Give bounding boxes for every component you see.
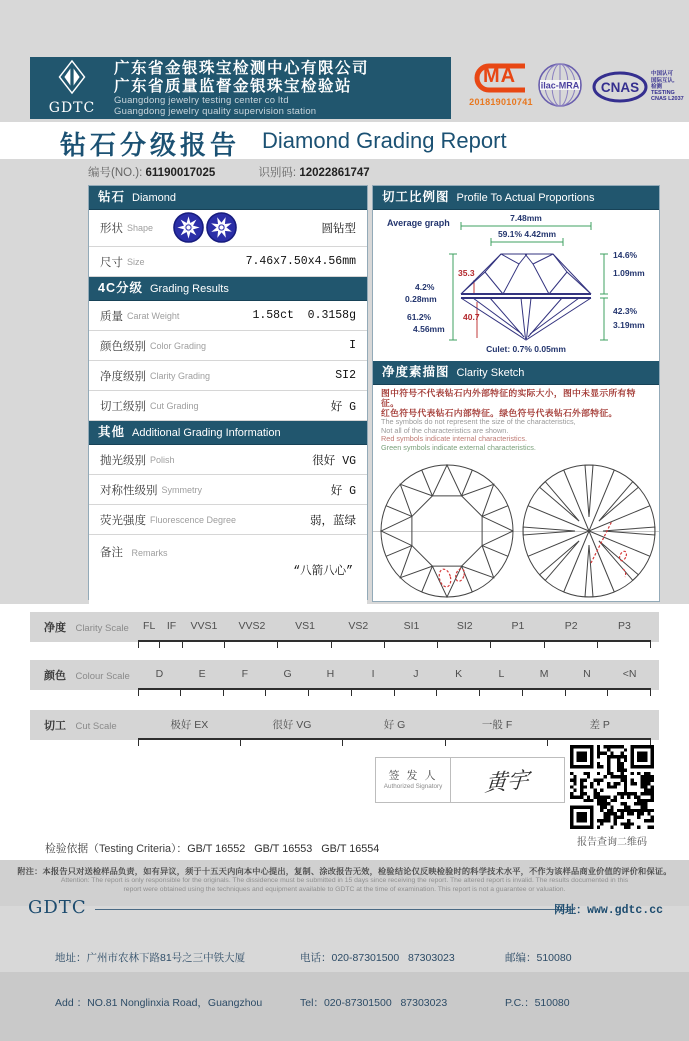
cnas-ellipse-icon <box>592 70 648 104</box>
section-diamond-en: Diamond <box>132 192 177 204</box>
sketch-note-cn-1: 图中符号不代表钻石内外部特征的实际大小，图中未显示所有特征。 <box>381 388 636 409</box>
footer-postcode: 邮编：510080 P.C.：510080 <box>505 952 572 1009</box>
colour-scale-label-cn: 颜色 <box>44 670 66 682</box>
cut-scale-label-cn: 切工 <box>44 720 66 732</box>
row-shape: 形状 Shape 圆钻型 <box>89 210 367 247</box>
culet-label: Culet: 0.7% 0.05mm <box>486 344 566 354</box>
clarity-sketch-diagrams <box>373 457 659 615</box>
hearts-arrows-icon <box>173 212 204 243</box>
fluorescence-value: 弱，蓝绿 <box>310 514 356 528</box>
proportions-diagram <box>373 210 659 358</box>
criteria-values: GB/T 16552 GB/T 16553 GB/T 16554 <box>187 843 380 855</box>
ilac-mra-mark <box>537 62 583 113</box>
right-panel <box>372 185 660 602</box>
pavilion-pct-label: 42.3% <box>613 306 638 316</box>
testing-criteria <box>45 841 379 856</box>
identify-code-label: 识别码: <box>258 167 297 179</box>
identify-code-value: 12022861747 <box>299 167 370 179</box>
signature-box <box>375 757 565 803</box>
table-size-label: 59.1% 4.42mm <box>497 229 557 239</box>
shape-value: 圆钻型 <box>321 223 356 236</box>
clarity-scale-label-en: Clarity Scale <box>75 623 129 634</box>
gdtc-logo-text: GDTC <box>48 100 96 116</box>
svg-text:CNAS: CNAS <box>600 80 640 95</box>
signatory-label-en: Authorized Signatory <box>383 782 443 790</box>
girdle-pct-label: 4.2% <box>415 282 435 292</box>
report-no-value: 61190017025 <box>145 167 216 179</box>
cma-number: 201819010741 <box>469 97 533 107</box>
gdtc-logo <box>30 60 114 116</box>
criteria-label: 检验依据（Testing Criteria）： <box>45 843 188 855</box>
phone-1: 020-87301500 <box>331 952 400 964</box>
average-graph-label: Average graph <box>387 218 450 228</box>
colour-scale-items: D E F G H I J K L M N <N <box>138 660 651 690</box>
company-name-en-1: Guangdong jewelry testing center co ltd <box>114 95 289 106</box>
colour-scale-label-en: Colour Scale <box>75 671 130 682</box>
section-diamond <box>89 186 367 210</box>
row-carat-weight: 质量 Carat Weight 1.58ct 0.3158g <box>89 301 367 331</box>
cma-ma-text: MA <box>483 65 517 87</box>
disclaimer <box>0 860 689 906</box>
footer-divider <box>95 909 575 910</box>
diamond-logo-icon <box>58 60 86 99</box>
postcode: 510080 <box>536 952 572 964</box>
qr-code <box>570 745 654 834</box>
disclaimer-en-2: report were obtained using the techniques and equipment available to GDTC at the time of examination. This report is not a guarantee or valuation. <box>123 885 566 893</box>
header-band <box>30 57 451 119</box>
row-polish: 抛光级别 Polish 很好 VG <box>89 445 367 475</box>
qr-caption: 报告查询二维码 <box>577 837 647 848</box>
sketch-note-en-2: Not all of the characteristics are shown. <box>381 425 509 435</box>
size-value: 7.46x7.50x4.56mm <box>245 255 356 268</box>
section-additional: 其他 Additional Grading Information <box>89 421 367 445</box>
cma-mark <box>468 62 534 107</box>
footer-phone: 电话：020-87301500 87303023 Tel：020-87301500 87303023 <box>300 952 455 1009</box>
svg-text:ilac-MRA: ilac-MRA <box>540 80 580 91</box>
footer-gdtc-logo: GDTC <box>28 897 87 918</box>
signatory-label-cn: 签 发 人 <box>388 769 438 782</box>
sketch-note-en-3: Red symbols indicate internal characteristics. <box>381 434 527 444</box>
company-name-en-2: Guangdong jewelry quality supervision station <box>114 105 317 117</box>
grading-table <box>88 185 368 600</box>
website-label: 网址： <box>554 904 588 916</box>
disclaimer-cn: 附注：本报告只对送检样品负责，如有异议，须于十五天内向本中心提出，复制、涂改报告无效，检验结论仅反映检验时的科学技术水平，不作为该样品商业价值的评价和保证。 <box>17 867 672 876</box>
girdle-mm-label: 0.28mm <box>405 294 437 304</box>
sketch-note-cn-2: 红色符号代表钻石内部特征。绿色符号代表钻石外部特征。 <box>381 408 618 419</box>
title-band <box>0 122 689 159</box>
cnas-side-text: 中国认可 国际互认, 检测 TESTING CNAS L2037 <box>651 71 684 103</box>
crown-view-diagram <box>377 461 517 601</box>
report-no-label: 编号(NO.): <box>88 167 143 179</box>
cut-scale-items: 极好 EX 很好 VG 好 G 一般 F 差 P <box>138 710 651 740</box>
clarity-value: SI2 <box>335 369 356 382</box>
pavilion-mm-label: 3.19mm <box>613 320 645 330</box>
crown-height-mm-label: 1.09mm <box>613 268 645 278</box>
total-width-label: 7.48mm <box>510 213 542 223</box>
hearts-arrows-icons <box>173 212 237 243</box>
remarks-value: “八箭八心” <box>293 565 353 578</box>
report-title-en: Diamond Grading Report <box>262 128 507 153</box>
crown-angle-label: 35.3 <box>458 268 475 278</box>
company-name-cn-2: 广东省质量监督金银珠宝检验站 <box>114 77 353 95</box>
depth-pct-label: 61.2% <box>407 312 432 322</box>
cut-value: 好 G <box>330 400 356 414</box>
section-diamond-cn: 钻石 <box>98 190 126 204</box>
website-url[interactable]: www.gdtc.cc <box>587 904 663 917</box>
row-clarity-grading: 净度级别 Clarity Grading SI2 <box>89 361 367 391</box>
company-name-cn-1: 广东省金银珠宝检测中心有限公司 <box>114 60 370 77</box>
hearts-arrows-icon <box>206 212 237 243</box>
report-title-cn: 钻石分级报告 <box>60 130 241 160</box>
cut-scale <box>30 710 659 740</box>
section-clarity-sketch: 净度素描图 Clarity Sketch <box>373 361 659 385</box>
cnas-mark <box>592 70 684 104</box>
signature-handwriting: 黄宇 <box>484 767 531 797</box>
ilac-globe-icon <box>537 62 583 108</box>
qr-code-image <box>570 745 654 829</box>
report-number-row <box>88 164 370 180</box>
address-en: NO.81 Nonglinxia Road，Guangzhou <box>87 997 263 1009</box>
footer-address: 地址：广州市农林下路81号之三中铁大厦 Add ：NO.81 Nonglinxia Road，Guangzhou <box>55 952 263 1009</box>
depth-mm-label: 4.56mm <box>413 324 445 334</box>
cma-icon <box>473 62 529 94</box>
row-cut-grading: 切工级别 Cut Grading 好 G <box>89 391 367 421</box>
carat-value: 1.58ct 0.3158g <box>252 309 356 322</box>
sketch-note-en-1: The symbols do not represent the size of the characteristics, <box>381 417 576 427</box>
row-size: 尺寸 Size 7.46x7.50x4.56mm <box>89 247 367 277</box>
clarity-scale-label-cn: 净度 <box>44 622 66 634</box>
address-cn: 广州市农林下路81号之三中铁大厦 <box>86 952 246 964</box>
clarity-scale-items: FL IF VVS1 VVS2 VS1 VS2 SI1 SI2 P1 P2 P3 <box>138 612 651 642</box>
sketch-note-en-4: Green symbols indicate external characteristics. <box>381 442 536 452</box>
company-names <box>114 59 451 117</box>
color-value: I <box>349 339 356 352</box>
row-remarks: 备注 Remarks “八箭八心” <box>89 535 367 612</box>
row-fluorescence: 荧光强度 Fluorescence Degree 弱，蓝绿 <box>89 505 367 535</box>
row-color-grading: 颜色级别 Color Grading I <box>89 331 367 361</box>
crown-height-pct-label: 14.6% <box>613 250 638 260</box>
pavilion-view-diagram <box>519 461 659 601</box>
row-symmetry: 对称性级别 Symmetry 好 G <box>89 475 367 505</box>
footer-website <box>554 901 663 917</box>
section-4c: 4C分级 Grading Results <box>89 277 367 301</box>
pavilion-angle-label: 40.7 <box>463 312 480 322</box>
clarity-sketch-notes <box>373 385 659 455</box>
symmetry-value: 好 G <box>330 484 356 498</box>
section-proportions: 切工比例图 Profile To Actual Proportions <box>373 186 659 210</box>
colour-scale <box>30 660 659 690</box>
polish-value: 很好 VG <box>312 454 356 468</box>
cut-scale-label-en: Cut Scale <box>75 721 117 732</box>
disclaimer-en-1: Attention: The report is only responsible for the originals. The dissidence must be submitted in 15 days since receiving the report. The altered report is invalid. The results documented in this <box>60 877 629 884</box>
clarity-scale <box>30 612 659 642</box>
phone-2: 87303023 <box>408 952 455 964</box>
